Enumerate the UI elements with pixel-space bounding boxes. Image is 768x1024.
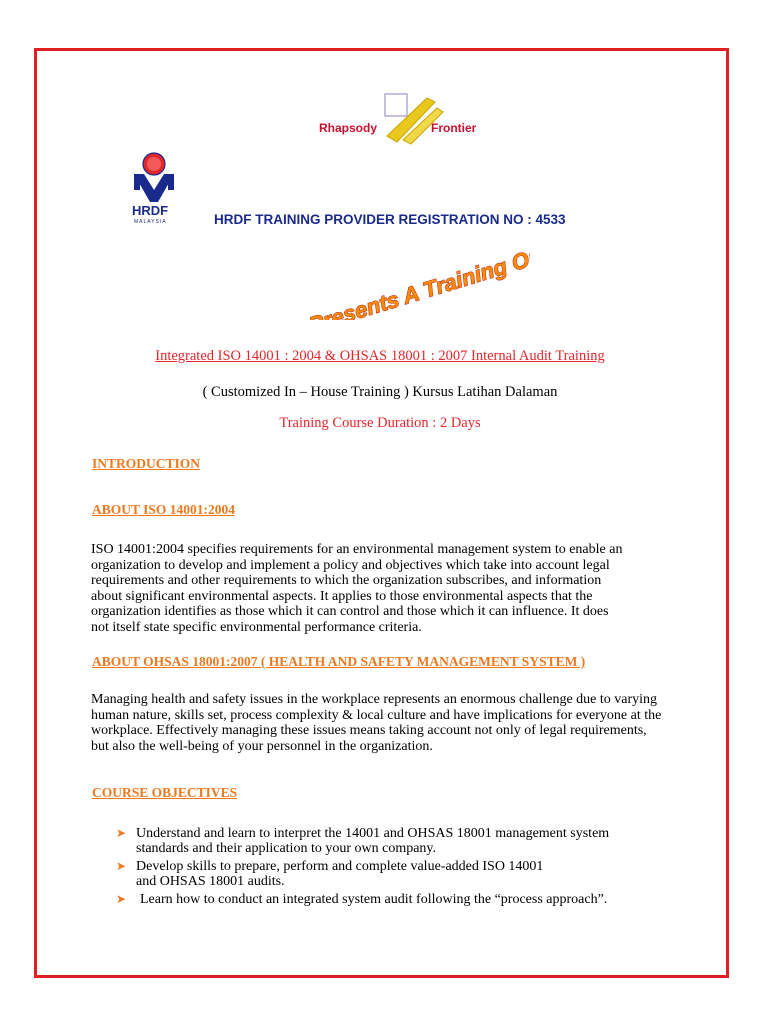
rhapsody-text: Rhapsody	[319, 121, 378, 135]
rhapsody-frontier-logo	[315, 88, 485, 148]
swoosh-icon	[315, 88, 485, 148]
course-duration: Training Course Duration : 2 Days	[279, 415, 481, 431]
introduction-heading: INTRODUCTION	[92, 456, 201, 471]
wordart-banner	[290, 250, 530, 320]
arrow-bullet-icon: ➤	[116, 859, 127, 873]
objectives-heading: COURSE OBJECTIVES	[92, 785, 238, 800]
hrdf-logo-subtext: MALAYSIA	[134, 219, 167, 225]
paragraph-line: but also the well-being of your personnel in the organization.	[91, 738, 433, 754]
paragraph-line: Managing health and safety issues in the workplace represents an enormous challenge due to varying	[91, 692, 658, 707]
list-item-line: and OHSAS 18001 audits.	[136, 874, 285, 889]
iso-heading: ABOUT ISO 14001:2004	[92, 502, 236, 517]
registration-number: HRDF TRAINING PROVIDER REGISTRATION NO : 4533	[214, 212, 566, 227]
list-item-line: Learn how to conduct an integrated system audit following the “process approach”.	[140, 892, 608, 907]
objectives-list	[116, 826, 716, 910]
hrdf-logo-text: HRDF	[132, 203, 169, 218]
paragraph-line: requirements and other requirements to which the organization subscribes, and information	[91, 573, 602, 589]
list-item	[116, 892, 716, 907]
list-item	[116, 826, 716, 856]
paragraph-line: organization to develop and implement a policy and objectives which take into account legal	[91, 557, 610, 573]
list-item-line: standards and their application to your own company.	[136, 841, 437, 856]
hrdf-emblem-icon	[128, 150, 188, 230]
arrow-bullet-icon: ➤	[116, 826, 127, 840]
paragraph-line: ISO 14001:2004 specifies requirements for an environmental management system to enable an	[91, 542, 623, 557]
ohsas-heading: ABOUT OHSAS 18001:2007 ( HEALTH AND SAFETY MANAGEMENT SYSTEM )	[92, 654, 586, 669]
course-title: Integrated ISO 14001 : 2004 & OHSAS 18001 : 2007 Internal Audit Training	[155, 348, 605, 364]
paragraph-line: organization identifies as those which it can control and those which it can influence. It does	[91, 604, 609, 620]
paragraph-line: about significant environmental aspects. It applies to those environmental aspects that the	[91, 588, 593, 604]
paragraph-line: workplace. Effectively managing these issues means taking account not only of legal requirements,	[91, 723, 647, 739]
arrow-bullet-icon: ➤	[116, 892, 127, 906]
paragraph-line: not itself state specific environmental performance criteria.	[91, 619, 422, 635]
list-item-line: Understand and learn to interpret the 14001 and OHSAS 18001 management system	[136, 826, 610, 841]
wordart-text: Presents A Training On	[305, 250, 530, 320]
list-item-line: Develop skills to prepare, perform and complete value-added ISO 14001	[136, 859, 544, 874]
course-subtitle: ( Customized In – House Training ) Kursus Latihan Dalaman	[202, 384, 558, 400]
iso-paragraph	[91, 542, 716, 636]
list-item	[116, 859, 716, 889]
frontier-text: Frontier	[431, 121, 477, 135]
ohsas-paragraph	[91, 692, 716, 754]
hrdf-logo	[128, 150, 188, 230]
paragraph-line: human nature, skills set, process complexity & local culture and have implications for everyone at the	[91, 707, 662, 723]
